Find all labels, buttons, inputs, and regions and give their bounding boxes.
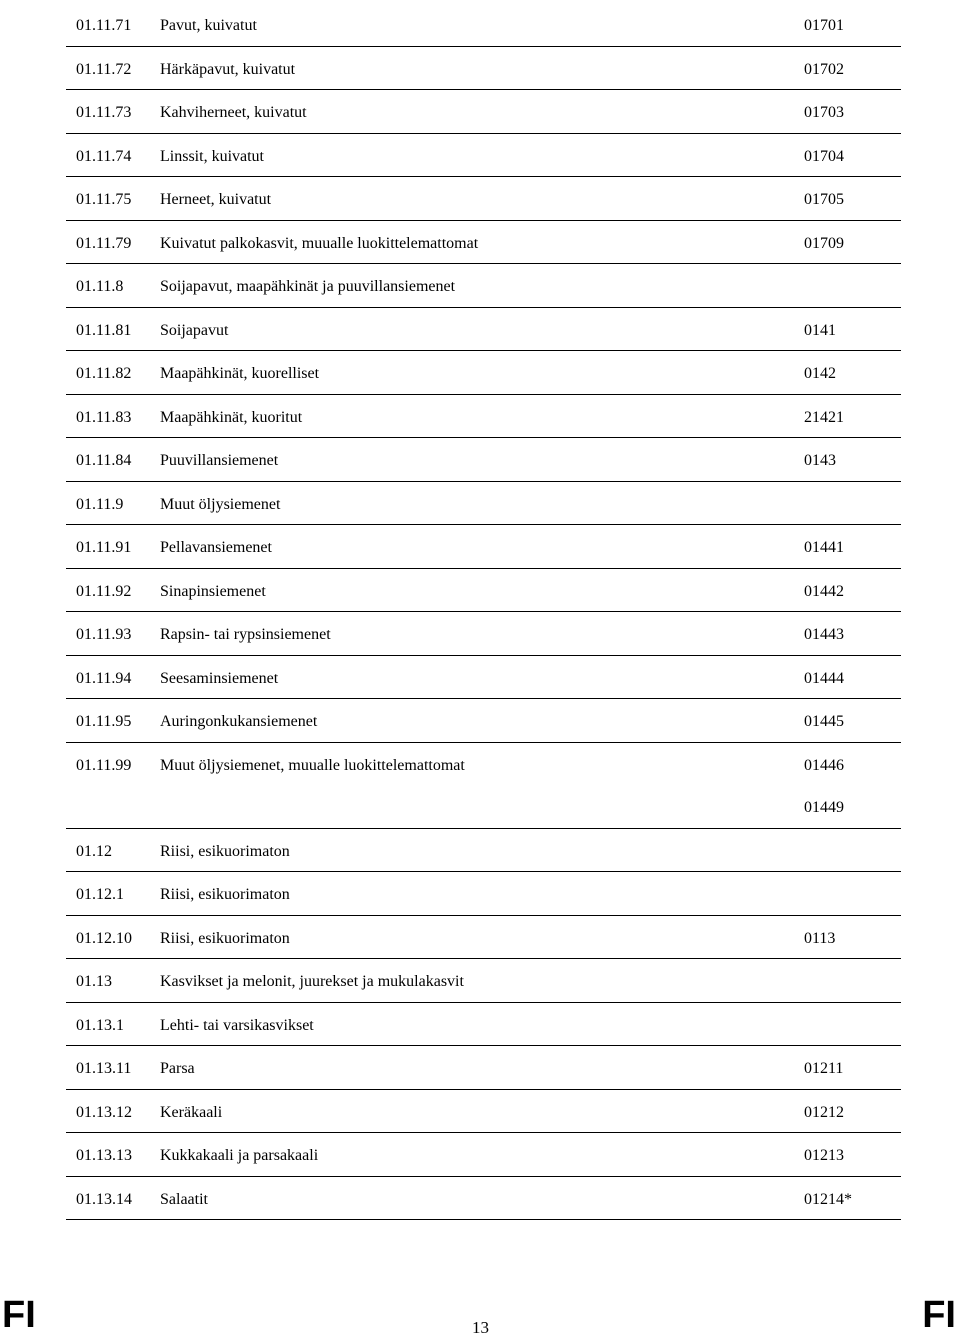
table-row [66, 743, 901, 786]
row-description: Muut öljysiemenet [160, 495, 281, 513]
row-code: 01.11.92 [76, 582, 132, 600]
row-cpa-code: 01446 [804, 756, 844, 774]
row-code: 01.11.9 [76, 495, 124, 513]
row-code: 01.13 [76, 973, 112, 990]
row-cpa-code: 01442 [804, 582, 844, 600]
row-cpa-code: 01709 [804, 234, 844, 252]
row-code: 01.11.75 [76, 191, 132, 208]
row-description: Lehti- tai varsikasvikset [160, 1016, 314, 1034]
row-cpa-code: 01443 [804, 626, 844, 643]
row-description: Auringonkukansiemenet [160, 713, 318, 730]
row-description: Puuvillansiemenet [160, 452, 279, 469]
row-description: Parsa [160, 1060, 195, 1077]
row-code: 01.12.10 [76, 929, 132, 947]
row-code: 01.11.91 [76, 539, 132, 556]
footer-language-label-right: FI [922, 1294, 956, 1336]
row-code: 01.13.14 [76, 1190, 132, 1208]
row-description: Salaatit [160, 1190, 208, 1208]
table-row [66, 872, 901, 916]
table-row [66, 221, 901, 265]
row-cpa-code: 01449 [804, 799, 844, 816]
table-row [66, 1003, 901, 1047]
row-description: Härkäpavut, kuivatut [160, 60, 296, 78]
row-description: Maapähkinät, kuoritut [160, 408, 303, 426]
row-description: Pavut, kuivatut [160, 17, 257, 34]
row-code: 01.11.83 [76, 408, 132, 426]
row-description: Riisi, esikuorimaton [160, 842, 290, 860]
table-row [66, 1090, 901, 1134]
row-code: 01.13.13 [76, 1147, 132, 1164]
table-row [66, 829, 901, 873]
row-cpa-code: 01213 [804, 1147, 844, 1164]
row-code: 01.11.71 [76, 17, 132, 34]
table-row [66, 395, 901, 439]
table-row [66, 308, 901, 352]
row-cpa-code: 01705 [804, 191, 844, 208]
row-description: Kasvikset ja melonit, juurekset ja mukulakasvit [160, 973, 464, 990]
row-code: 01.12.1 [76, 886, 124, 903]
table-row [66, 699, 901, 743]
table-row [66, 612, 901, 656]
row-description: Sinapinsiemenet [160, 582, 266, 600]
row-description: Linssit, kuivatut [160, 147, 264, 165]
row-cpa-code: 21421 [804, 408, 844, 426]
row-cpa-code: 01704 [804, 147, 844, 165]
row-description: Muut öljysiemenet, muualle luokittelemattomat [160, 756, 465, 774]
table-row [66, 3, 901, 47]
row-code: 01.13.11 [76, 1060, 132, 1077]
row-code: 01.11.84 [76, 452, 132, 469]
table-row [66, 90, 901, 134]
row-code: 01.13.1 [76, 1016, 124, 1034]
row-cpa-code: 01445 [804, 713, 844, 730]
classification-table [66, 3, 901, 1220]
table-row [66, 525, 901, 569]
row-description: Pellavansiemenet [160, 539, 272, 556]
row-description: Maapähkinät, kuorelliset [160, 365, 320, 382]
footer-language-label-left: FI [2, 1294, 36, 1336]
row-description: Riisi, esikuorimaton [160, 886, 290, 903]
row-cpa-code: 01214* [804, 1190, 852, 1208]
row-code: 01.11.74 [76, 147, 132, 165]
page-number: 13 [472, 1318, 489, 1337]
table-row [66, 47, 901, 91]
row-description: Soijapavut, maapähkinät ja puuvillansiemenet [160, 278, 456, 295]
row-description: Herneet, kuivatut [160, 191, 272, 208]
table-row [66, 351, 901, 395]
row-cpa-code: 0142 [804, 365, 836, 382]
table-row [66, 1177, 901, 1221]
row-code: 01.11.81 [76, 321, 132, 339]
row-description: Riisi, esikuorimaton [160, 929, 290, 947]
row-description: Seesaminsiemenet [160, 669, 279, 687]
row-cpa-code: 01212 [804, 1103, 844, 1121]
table-row [66, 482, 901, 526]
row-code: 01.11.79 [76, 234, 132, 252]
table-row [66, 264, 901, 308]
row-description: Kuivatut palkokasvit, muualle luokittelemattomat [160, 234, 479, 252]
row-code: 01.11.99 [76, 756, 132, 774]
row-code: 01.11.82 [76, 365, 132, 382]
row-code: 01.11.95 [76, 713, 132, 730]
table-row [66, 438, 901, 482]
table-row [66, 134, 901, 178]
row-code: 01.11.93 [76, 626, 132, 643]
row-cpa-code: 01703 [804, 104, 844, 121]
row-code: 01.11.8 [76, 278, 124, 295]
row-cpa-code: 01701 [804, 17, 844, 34]
table-row [66, 785, 901, 829]
row-description: Kahviherneet, kuivatut [160, 104, 307, 121]
table-row [66, 1046, 901, 1090]
table-row [66, 569, 901, 613]
row-cpa-code: 0143 [804, 452, 836, 469]
row-description: Keräkaali [160, 1103, 223, 1121]
row-code: 01.13.12 [76, 1103, 132, 1121]
table-row [66, 656, 901, 700]
row-code: 01.12 [76, 842, 112, 860]
row-description: Rapsin- tai rypsinsiemenet [160, 626, 331, 643]
row-cpa-code: 01211 [804, 1060, 844, 1077]
table-row [66, 916, 901, 960]
row-cpa-code: 01702 [804, 60, 844, 78]
row-cpa-code: 01441 [804, 539, 844, 556]
table-row [66, 959, 901, 1003]
row-code: 01.11.73 [76, 104, 132, 121]
table-row [66, 177, 901, 221]
row-description: Soijapavut [160, 321, 229, 339]
row-code: 01.11.94 [76, 669, 132, 687]
row-cpa-code: 01444 [804, 669, 844, 687]
row-cpa-code: 0113 [804, 929, 836, 947]
row-code: 01.11.72 [76, 60, 132, 78]
table-row [66, 1133, 901, 1177]
row-cpa-code: 0141 [804, 321, 836, 339]
row-description: Kukkakaali ja parsakaali [160, 1147, 319, 1164]
